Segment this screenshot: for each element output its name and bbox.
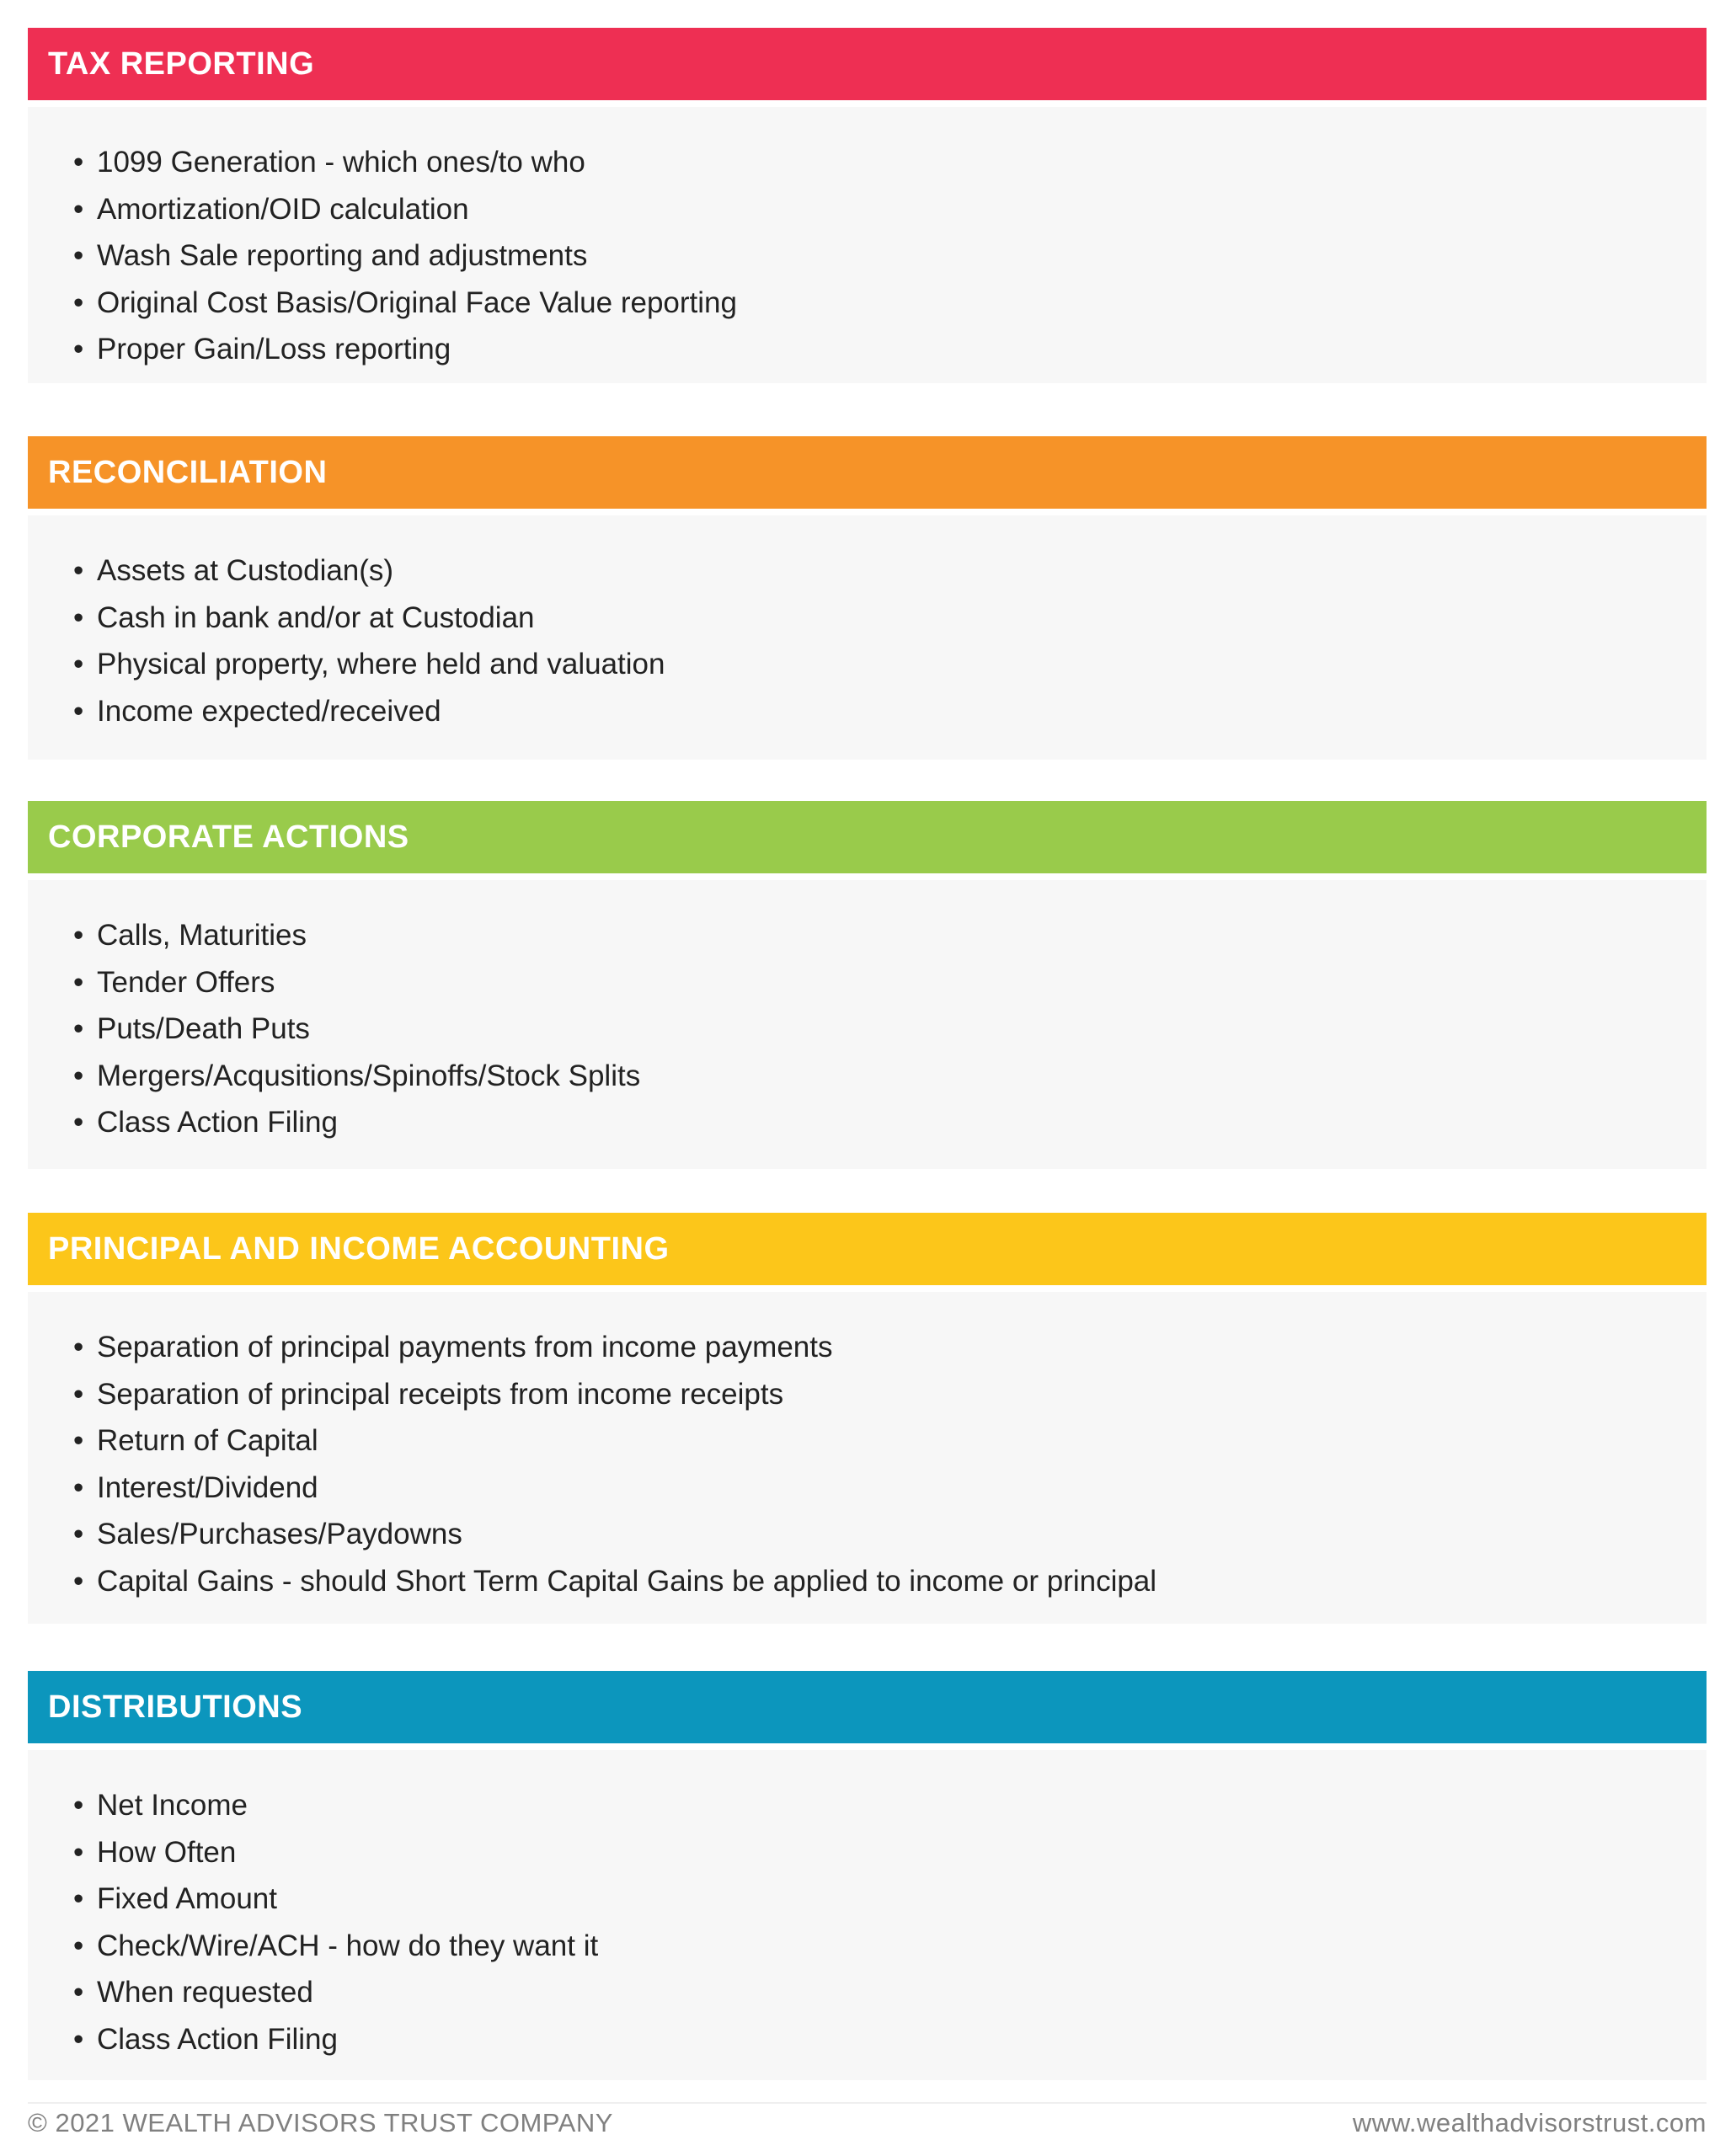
- section-reconciliation: [28, 436, 1707, 760]
- section-corporate-actions: [28, 801, 1707, 1169]
- list-item: • Wash Sale reporting and adjustments: [73, 232, 1707, 280]
- list-item: • Assets at Custodian(s): [73, 547, 1707, 595]
- list-item: • Class Action Filing: [73, 1099, 1707, 1146]
- list-item: • Class Action Filing: [73, 2016, 1707, 2063]
- bullet-list: [73, 547, 1707, 734]
- list-item: • Mergers/Acqusitions/Spinoffs/Stock Splits: [73, 1053, 1707, 1100]
- list-item: • Interest/Dividend: [73, 1465, 1707, 1512]
- list-item: • Return of Capital: [73, 1417, 1707, 1465]
- section-body-reconciliation: [28, 515, 1707, 760]
- section-body-tax-reporting: [28, 107, 1707, 383]
- list-item: • Physical property, where held and valuation: [73, 641, 1707, 688]
- list-item: • Net Income: [73, 1782, 1707, 1829]
- section-body-principal-income-accounting: [28, 1292, 1707, 1624]
- section-distributions: [28, 1671, 1707, 2080]
- section-title: RECONCILIATION: [48, 454, 328, 490]
- list-item: • Amortization/OID calculation: [73, 186, 1707, 233]
- list-item: • Fixed Amount: [73, 1876, 1707, 1923]
- list-item: • Sales/Purchases/Paydowns: [73, 1511, 1707, 1558]
- list-item: • Separation of principal receipts from income receipts: [73, 1371, 1707, 1418]
- section-header-distributions: [28, 1671, 1707, 1743]
- list-item: • Check/Wire/ACH - how do they want it: [73, 1923, 1707, 1970]
- section-header-tax-reporting: [28, 28, 1707, 100]
- list-item: • Income expected/received: [73, 688, 1707, 735]
- bullet-list: [73, 139, 1707, 373]
- list-item: • Proper Gain/Loss reporting: [73, 326, 1707, 373]
- section-header-corporate-actions: [28, 801, 1707, 873]
- list-item: • How Often: [73, 1829, 1707, 1876]
- bullet-list: [73, 912, 1707, 1146]
- section-body-corporate-actions: [28, 880, 1707, 1169]
- list-item: • Separation of principal payments from income payments: [73, 1324, 1707, 1371]
- bullet-list: [73, 1324, 1707, 1604]
- section-title: CORPORATE ACTIONS: [48, 819, 409, 855]
- list-item: • When requested: [73, 1969, 1707, 2016]
- bullet-list: [73, 1782, 1707, 2063]
- footer-divider: [28, 2102, 1707, 2104]
- section-header-reconciliation: [28, 436, 1707, 509]
- list-item: • Tender Offers: [73, 959, 1707, 1006]
- list-item: • Capital Gains - should Short Term Capital Gains be applied to income or principal: [73, 1558, 1707, 1605]
- list-item: • Puts/Death Puts: [73, 1006, 1707, 1053]
- footer-website-link[interactable]: www.wealthadvisorstrust.com: [1352, 2108, 1707, 2137]
- section-header-principal-income-accounting: [28, 1213, 1707, 1285]
- section-title: TAX REPORTING: [48, 45, 315, 82]
- section-body-distributions: [28, 1750, 1707, 2080]
- section-title: DISTRIBUTIONS: [48, 1689, 303, 1725]
- list-item: • Cash in bank and/or at Custodian: [73, 595, 1707, 642]
- section-principal-income-accounting: [28, 1213, 1707, 1624]
- list-item: • 1099 Generation - which ones/to who: [73, 139, 1707, 186]
- section-tax-reporting: [28, 28, 1707, 383]
- list-item: • Original Cost Basis/Original Face Value reporting: [73, 280, 1707, 327]
- section-title: PRINCIPAL AND INCOME ACCOUNTING: [48, 1230, 670, 1267]
- footer-copyright: © 2021 WEALTH ADVISORS TRUST COMPANY: [28, 2108, 613, 2137]
- list-item: • Calls, Maturities: [73, 912, 1707, 959]
